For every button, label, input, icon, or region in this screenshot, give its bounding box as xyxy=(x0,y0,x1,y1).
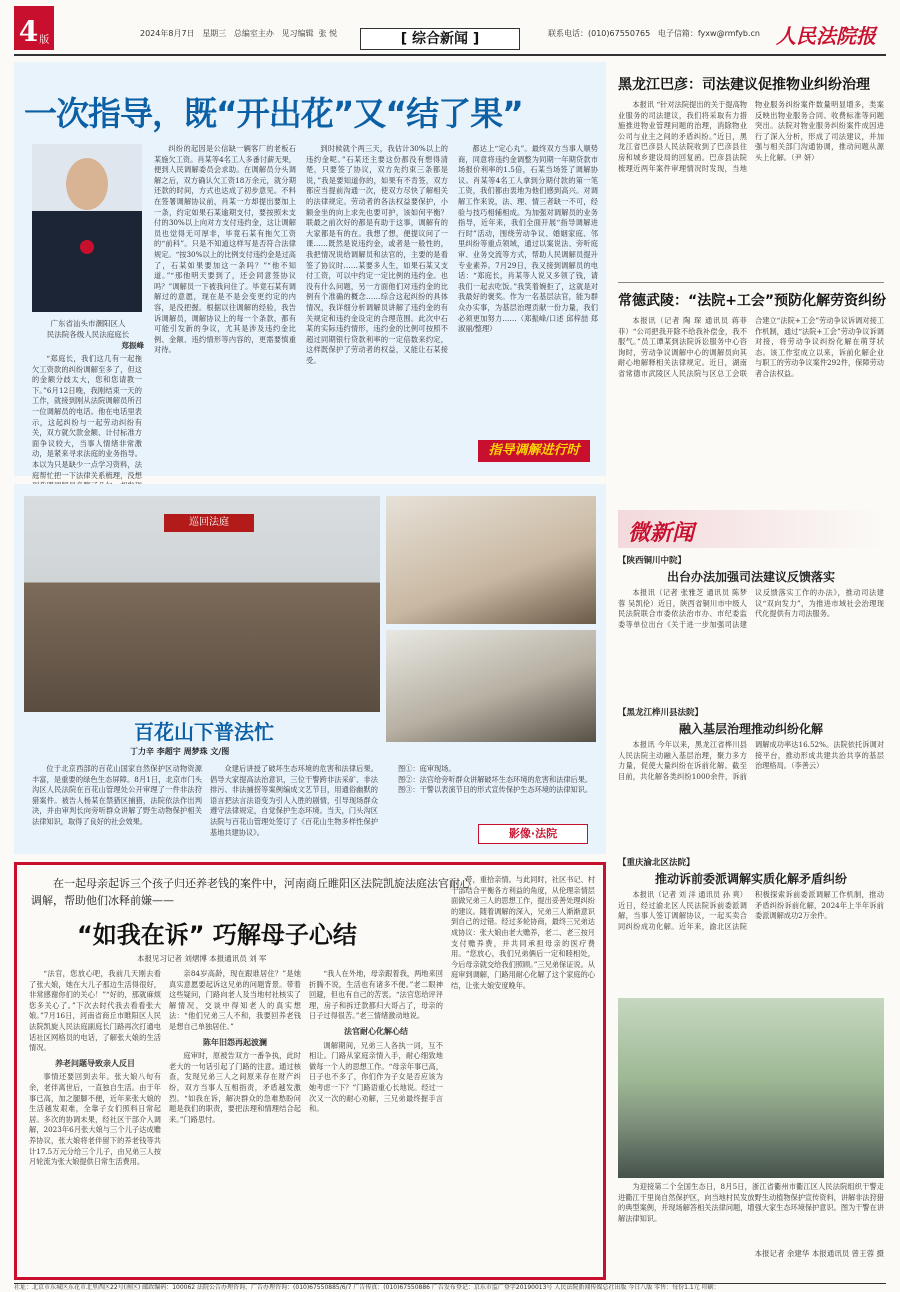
xinyu-story-box xyxy=(14,862,606,1280)
right-photo xyxy=(618,998,884,1178)
right-column xyxy=(614,62,886,1280)
main-col1-text: “郑庭长，我们这几有一起拖欠工资款的纠纷调解至多了，但这的金额分歧太大，您和您请教一下。”6月12日晚，我刚结束一天的工作，就接到刚从法院调解员所召一位调解员的电话。他在电话里表示，这起纠纷与一起劳动纠纷有关，双方就欠款金额、计付标准方面争议较大，当事人情绪非常激动，是紧来寻求法庭的业务指导。本以为只是缺少一点学习资料，法庭帮忙把一下法律关系梳理，没想 xyxy=(32,354,142,480)
m2-p: 本报讯 今年以来，黑龙江省桦川县人民法院主动融入基层治理，聚力多方力量，促使大量纠纷在诉前化解。截至目前，共化解各类纠纷1000余件，诉前调解成功率达16.52%。法院依托诉调对接平台，推动形成共建共治共享的基层治理格局。（李善云） xyxy=(618,740,884,781)
right-story1-text xyxy=(618,100,884,278)
m3-title: 推动诉前委派调解实质化解矛盾纠纷 xyxy=(654,872,847,886)
m3-text xyxy=(618,890,884,990)
judge-portrait xyxy=(32,144,142,312)
main-story-col4 xyxy=(458,144,598,434)
header-meta-left xyxy=(140,28,337,39)
xinyu-col4 xyxy=(451,875,595,1275)
badge-icon xyxy=(80,240,94,254)
xinyu-sub1: 养老问题导致亲人反目 xyxy=(55,1057,135,1068)
xinyu-intro: 在一起母亲起诉三个孩子归还养老钱的案件中，河南商丘睢阳区法院凯旋法庭法官耐心调解，帮助他们冰释前嫌—— xyxy=(31,877,471,907)
page-suffix: 版 xyxy=(39,35,50,46)
portrait-caption-name: 郑振峰 xyxy=(121,341,144,350)
issue-weekday: 星期三 xyxy=(202,29,227,38)
footer-text: 社址：北京市东城区东花市北里西区22号(南区) 邮政编码：100062 法院公告办理咨询、广告办理咨询：(010)67550885/6/7 广告传真：(010)67550886 广告发布登记：京东市监广登字20190013号 人民法院新闻传媒总社出版 今日八版 零售：每份1.1元 印刷： xyxy=(14,1284,720,1291)
main-col4-text: 都达上“定心丸”。最终双方当事人顺势商，同意将违约金调整为同期一年期贷款市场报价利率的1.5倍，石某当场签了调解协议。肖某等4名工人拿到分期付款的第一笔工资，我们都由衷地为他们感到高兴。对调解工作来说，法、理、情三者缺一不可，经验与技巧相辅相成。为加强对调解员的业务指导，近年来，我们全面开展“指导调解进行时”活动，围绕劳动争议、婚姻家庭、邻里纠纷等重点领域，通过以案说法、旁听庭审、业务交流等方式，帮助人民调解员提升专业素养。7月29日，我又接到调解员的电话：“郑庭长，肖某等人说又多领了钱，请我们一起去吃饭。”我笑着婉拒了，这就是对我最好的褒奖。作为一名基层法官，能为群众办实事，为基层治理贡献一份力量，我们必须更加努力……（郑振峰/口述 邱梓喆 郑淑丽/整理） xyxy=(458,144,598,334)
right-divider-1 xyxy=(618,282,884,283)
m3-region: 【重庆渝北区法院】 xyxy=(618,858,695,868)
photo-3 xyxy=(386,630,596,742)
portrait-caption xyxy=(32,318,144,351)
xinyu-col2 xyxy=(169,969,301,1275)
xinyu-title: “如我在诉” 巧解母子心结 xyxy=(77,921,357,949)
baihua-captions xyxy=(398,764,598,820)
xinyu-sub3: 法官耐心化解心结 xyxy=(344,1025,408,1036)
section-title: [ 综合新闻 ] xyxy=(360,28,520,50)
right-photo-caption-p: 为迎接第二个全国生态日，8月5日，浙江省衢州市衢江区人民法院组织干警走进衢江干里岗自然保护区，向当地村民发放野生动植物保护宣传资料，讲解非法狩猎的典型案例，并现场解答相关法律问题，增强大家生态环境保护意识。图为干警在讲解法律知识。 xyxy=(618,1182,884,1223)
main-story-panel xyxy=(14,62,606,480)
xinyu-col4-p: 带，重拾亲情。与此同时，社区书记、村干部结合平衡各方利益的角度，从伦理亲情层面做兄弟三人的思想工作，提出妥善处理纠纷的建议。随着调解的深入，兄弟三人渐渐意识到自己的过错。经过多轮协商，最终三兄弟达成协议：张大娘由老大赡养，老二、老三按月支付赡养费，并共同承担母亲的医疗费用。“您放心，我们兄弟俩后一定和睦相处，今后母亲就交给我们照顾。”三兄弟保证说。从庭审到调解，门路用耐心化解了这个家庭的心结，让张大娘安度晚年。 xyxy=(451,875,595,990)
m3-p: 本报讯（记者 刘 洋 通讯员 孙 爽）近日，经过渝北区人民法院诉前委派调解，当事人签订调解协议，一起买卖合同纠纷成功化解。近年来，渝北区法院积极探索诉前委派调解工作机制，推动矛盾纠纷诉前化解，2024年上半年诉前委派调解成功2万余件。 xyxy=(618,890,884,931)
m1-title: 出台办法加强司法建议反馈落实 xyxy=(666,570,835,584)
baihua-text-left-p: 位于北京西部的百花山国家自然保护区动物资源丰富，是重要的绿色生态屏障。8月1日，北京市门头沟区人民法院在百花山管理处公开审理了一件非法狩猎案件。被告人杨某在禁猎区捕猎，法院依法作出判决，并由审判长向旁听群众讲解了野生动物保护相关法律知识，取得了良好的社会效果。 xyxy=(32,764,202,826)
intern-name: 张 悦 xyxy=(318,29,338,38)
xinyu-col1-p2: 事情还要回到去年。张大娘八旬有余，老伴离世后，一直独自生活。由于年事已高，加之腿脚不便，近年来张大娘的生活越发艰难，全靠子女们照料日常起居。多次的协调未果，经社区干部介入调解，2023年6月张大娘与三个儿子达成赡养协议，张大娘将老伴留下的养老钱等共计17.5万元分给三个儿子，由兄弟三人按月轮流为张大娘提供日常生活费用。 xyxy=(29,1072,161,1167)
m1-text xyxy=(618,588,884,700)
caption-1: 图①：庭审现场。 xyxy=(398,764,456,773)
baihua-text-left xyxy=(32,764,202,848)
m2-text xyxy=(618,740,884,850)
main-story-title: 一次指导，既“开出花”又“结了果” xyxy=(24,94,523,133)
xinyu-col1-p1: “法官，您放心吧，我前几天刚去看了张大娘，她在大儿子那边生活得很好，非常感谢你们的关心！”“好的，那就麻烦您多关心了。”下次去时代我去看看张大娘。”7月16日，河南省商丘市睢阳区人民法院凯旋人民法庭副庭长门路再次打通电话社区网格员的电话，了解张大娘的生活情况。 xyxy=(29,969,161,1053)
main-col3-text: 到时候就个两三天，我估计30%以上的违约金呢。”石某还主要这份都没有想得清楚，只要签了协议，双方先约束三条都是说，”我是要知道你的，如果有不肯签，双方都应当提前沟通一次，使双方尽快了解相关的法律规定。劳动者的各法权益要保护，小额金坐的向上求先也要可护，该如何平衡？联最之前次好的都是有助于这事，调解有的大家都是有的在。我想了想，便提议问了一课……既然是说违约金，或者是一般性的，我把情况说给调解员和法官的，主要的是看签了协议时……某要多人生，如果石某又支付工资，可以中约定一定比例的违约金。也没有什么问题，另一方面他们对违约金的比例有个准确的概念……综合这起纠纷的具体情况，我详细分析调解员讲解了违约金的有关规定和违约金设定的合理范围。此次中石某的实际违约情形，违约金的比例可按照不超过同期银行贷款利率的一定倍数来约定，这样既保护了劳动者的权益，又能让石某接受。 xyxy=(306,144,448,365)
right-story2-p: 本报讯（记者 陶 琛 通讯员 蒋菲菲）“公司把我开除不给我补偿金，我不服气。”员工谭某到法院诉讼服务中心咨询时，劳动争议调解中心的调解员向其耐心地解释相关法律规定。近日，湖南省常德市武陵区人民法院与区总工会联合建立“法院+工会”劳动争议诉调对接工作机制，通过“法院+工会”劳动争议诉调对接，将劳动争议纠纷化解在萌芽状态。该工作室成立以来，诉前化解企业与职工的劳动争议案件292件，保障劳动者合法权益。 xyxy=(618,316,884,378)
xinyu-col2-p2: 庭审时，原被告双方一番争执，此时老大的一句话引起了门路的注意。通过核查，发现兄弟三人之间原来存在财产纠纷，双方当事人互相指责，矛盾越发激烈。“如我在诉，解决群众的急难愁盼问题是我们的职责，要把法理和情理结合起来。”门路思忖。 xyxy=(169,1051,301,1124)
m1-p: 本报讯（记者 张雅芝 通讯员 陈梦蓉 吴凯伦）近日，陕西省铜川市中级人民法院联合市委依法治市办、市纪委监委等单位出台《关于进一步加强司法建议反馈落实工作的办法》，推动司法建议“双向发力”，为推进市域社会治理现代化提供有力司法服务。 xyxy=(618,588,884,629)
m1-region: 【陕西铜川中院】 xyxy=(618,556,687,566)
editor-office: 总编室主办 xyxy=(233,29,274,38)
photo-1 xyxy=(24,496,380,712)
right-story2-text xyxy=(618,316,884,504)
phone-number: (010)67550765 xyxy=(588,29,651,38)
header-rule xyxy=(14,54,886,56)
baihua-panel xyxy=(14,484,606,854)
photo-stamp: 影像·法院 xyxy=(478,824,588,844)
caption-3: 图③：干警以表演节目的形式宣传保护生态环境的法律知识。 xyxy=(398,785,593,795)
page-number: 4 xyxy=(18,15,39,48)
m2-title: 融入基层治理推动纠纷化解 xyxy=(678,722,823,736)
micro-news-header xyxy=(618,510,884,548)
email-address: fyxw@rmfyb.cn xyxy=(697,29,761,38)
newspaper-logo: 人民法院报 xyxy=(776,24,876,48)
right-story1-title: 黑龙江巴彦：司法建议促推物业纠纷治理 xyxy=(618,77,870,93)
xinyu-col2-p1: 亲84岁高龄，现在跟谁居住？”是她真实意愿要起诉这兄弟的问题背景。带着这些疑问，门路向老人及当地村社核实了解情况，交谈中得知老人的真实想法：“他们兄弟三人不和，我要回养老钱是想自己单独居住。” xyxy=(169,969,301,1031)
baihua-text-mid xyxy=(210,764,378,848)
xinyu-col3-p2: 调解期间，兄弟三人各执一词，互不相让。门路从家庭亲情入手，耐心细致地做每一个人的思想工作。“母亲年事已高，日子也不多了，你们作为子女是否应该为她考虑一下？”门路语重心长地说。经过一次又一次的耐心劝解，三兄弟最终握手言和。 xyxy=(309,1040,443,1114)
baihua-authors: 丁力辛 李超宇 周梦珠 文/图 xyxy=(130,747,230,756)
baihua-text-mid-p: 众建后讲授了破坏生态环境的危害和法律后果。倡导大家提高法治意识，三位干警跨非法采矿、非法排污、非法捕捞等案例编成文艺节目，用通俗幽默的语言把法言法语变为引人入胜的剧情，引导现场群众遵守法律规定，自觉保护生态环境。当天，门头沟区法院与百花山管理处签订了《百花山生物多样性保护基地共建协议》。 xyxy=(210,764,378,837)
xinyu-sub2: 陈年旧怨再起波澜 xyxy=(203,1036,267,1047)
main-story-col1 xyxy=(32,354,142,480)
portrait-face xyxy=(66,158,108,210)
right-photo-caption xyxy=(618,1182,884,1242)
right-photo-byline: 本报记者 余建华 本报通讯员 曾王蓉 摄 xyxy=(754,1249,884,1258)
main-col2-text: 纠纷的起因是公信缺一辆客厂的老板石某施欠工资。肖某等4名工人多番讨薪无果，便到人民调解委员会求助。在调解员分头调解之后，双方确认欠工资18万余元，就分期还款的时间，方式也达成了初步意见。不料在签署调解协议前，肖某一方却提出要加上一条，约定如果石某逾期支付，要按照未支付的30%以上向对方支付违约金，这让调解员也觉得无可厚非，毕竟石某有拖欠工资的“前科”。只是不知道这样写是否符合法律规定。“按30%以上的比例支付违约金是过高了，石某如果要加这一条吗？”“他不知道。”“那他明天要到了，还会同意签协议吗？”调解员一下被我问住了。毕竟石某有调解过的意愿，现在是不是会变更约定的内容，是没把握。根据以往调解的经验，我告诉调解员，调解协议上的每一个条款，都有可能引发新的争议，尤其是涉及违约金比例、金额、违约情形等内容的，更需要慎重对待。 xyxy=(154,144,296,355)
micro-news-title: 微新闻 xyxy=(628,521,695,546)
xinyu-byline: 本报见习记者 刘熠博 本报通讯员 刘 军 xyxy=(137,954,267,963)
column-banner: 指导调解进行时 xyxy=(478,440,590,462)
right-story1-p: 本报讯 “针对法院提出的关于提高物业服务的司法建议，我们将采取有力措施推进物业管理问题的治理，消除物业公司与业主之间的矛盾纠纷。”近日，黑龙江省巴彦县人民法院收到了巴彦县住房和城乡建设局的回复函。巴彦县法院梳理近两年案件审理情况时发现，当地物业服务纠纷案件数量明显增多，类案反映出物业服务合同、收费标准等问题突出。法院对物业服务纠纷案件成因进行了深入分析，形成了司法建议，并加强与相关部门沟通协调，推动问题从源头上化解。（尹 妍） xyxy=(618,100,884,173)
intern-label: 见习编辑 xyxy=(281,29,314,38)
phone-label: 联系电话： xyxy=(548,29,588,38)
photo-2 xyxy=(386,496,596,624)
page-number-box xyxy=(14,6,54,50)
page-header xyxy=(0,0,900,60)
issue-date: 2024年8月7日 xyxy=(140,29,195,38)
portrait-caption-line2: 民法院各级人民法庭庭长 xyxy=(46,330,130,339)
photo-1-sign: 巡回法庭 xyxy=(164,514,254,532)
xinyu-col3 xyxy=(309,969,443,1275)
m2-region: 【黑龙江桦川县法院】 xyxy=(618,708,704,718)
caption-2: 图②：法官给旁听群众讲解破坏生态环境的危害和法律后果。 xyxy=(398,774,593,784)
main-story-col3 xyxy=(306,144,448,468)
xinyu-col1 xyxy=(29,969,161,1275)
main-story-col2 xyxy=(154,144,296,468)
right-story2-title: 常德武陵：“法院+工会”预防化解劳资纠纷 xyxy=(618,293,887,309)
email-label: 电子信箱： xyxy=(657,29,698,38)
baihua-title: 百花山下普法忙 xyxy=(134,720,274,744)
portrait-caption-line1: 广东省汕头市潮阳区人 xyxy=(50,319,126,328)
xinyu-col3-p1: “我人在外地，母亲跟着我，两地来回折腾不说，生活也有诸多不便。”老二眼神回避，但也有自己的苦衷。“法官您给评评理，房子和拆迁款都归大哥占了，母亲的日子过得很苦。”老三情绪激动地说。 xyxy=(309,969,443,1021)
header-meta-right xyxy=(548,28,760,39)
